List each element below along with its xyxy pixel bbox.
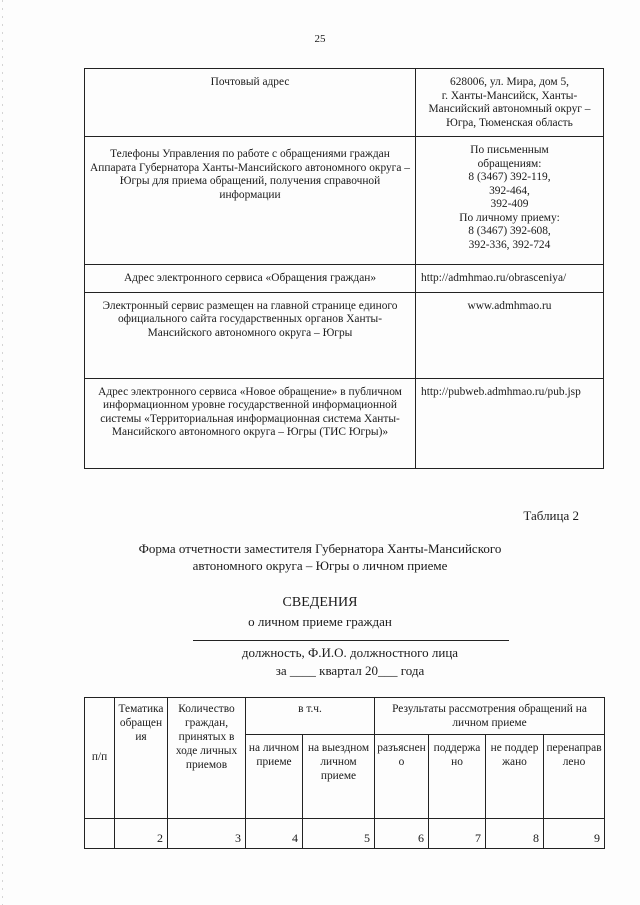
- table-header-row: [85, 698, 605, 735]
- header-including: в т.ч.: [246, 698, 375, 735]
- svedeniya-subheading: о личном приеме граждан: [248, 614, 392, 629]
- col-number-cell: 6: [375, 819, 429, 849]
- col-number-cell: 7: [429, 819, 486, 849]
- header-not-supported: не поддержано: [486, 735, 544, 819]
- page-number: 25: [314, 33, 326, 45]
- svedeniya-heading: СВЕДЕНИЯ: [282, 595, 358, 610]
- signature-blank-line: [193, 640, 509, 641]
- header-num: п/п: [85, 698, 115, 819]
- table-row: [85, 69, 604, 137]
- form-title: [0, 540, 640, 574]
- position-caption: должность, Ф.И.О. должностного лица: [241, 645, 459, 660]
- quarter-line: за ____ квартал 20___ года: [275, 663, 425, 678]
- table-row: [85, 137, 604, 265]
- label-phones: Телефоны Управления по работе с обращениями граждан Аппарата Губернатора Ханты-Мансийского автономного округа – Югры для приема обращений, получения справочной информации: [85, 137, 416, 265]
- value-appeals-service-url[interactable]: http://admhmao.ru/obrasceniya/: [416, 265, 604, 293]
- value-new-appeal-url[interactable]: http://pubweb.admhmao.ru/pub.jsp: [416, 378, 604, 468]
- col-number-cell: 4: [246, 819, 303, 849]
- header-results: Результаты рассмотрения обращений на личном приеме: [375, 698, 605, 735]
- report-form-table: [84, 697, 605, 849]
- scan-edge-artifact: [2, 0, 3, 905]
- label-appeals-service: Адрес электронного сервиса «Обращения граждан»: [85, 265, 416, 293]
- value-phones: По письменным обращениям: 8 (3467) 392-119, 392-464, 392-409 По личному приему: 8 (3467) 392-608, 392-336, 392-724: [416, 137, 604, 265]
- header-redirected: перенаправлено: [544, 735, 605, 819]
- header-explained: разъяснено: [375, 735, 429, 819]
- header-personal: на личном приеме: [246, 735, 303, 819]
- col-number-cell: 2: [115, 819, 168, 849]
- table-row: [85, 292, 604, 378]
- table-row: [85, 265, 604, 293]
- form-title-line-1: Форма отчетности заместителя Губернатора Ханты-Мансийского: [138, 541, 502, 556]
- col-number-cell: 8: [486, 819, 544, 849]
- value-postal-address: 628006, ул. Мира, дом 5, г. Ханты-Мансийск, Ханты- Мансийский автономный округ – Югра, Тюменская область: [416, 69, 604, 137]
- column-number-row: [85, 819, 605, 849]
- col-number-cell: [85, 819, 115, 849]
- header-topic: Тематика обращения: [115, 698, 168, 819]
- label-main-site: Электронный сервис размещен на главной странице единого официального сайта государственных органов Ханты-Мансийского автономного округа – Югры: [85, 292, 416, 378]
- col-number-cell: 3: [168, 819, 246, 849]
- table-row: [85, 378, 604, 468]
- table-caption: Таблица 2: [523, 508, 579, 523]
- col-number-cell: 9: [544, 819, 605, 849]
- label-postal-address: Почтовый адрес: [85, 69, 416, 137]
- header-supported: поддержано: [429, 735, 486, 819]
- col-number-cell: 5: [303, 819, 375, 849]
- header-count: Количество граждан, принятых в ходе личных приемов: [168, 698, 246, 819]
- value-main-site-url[interactable]: www.admhmao.ru: [416, 292, 604, 378]
- contact-info-table: [84, 68, 604, 469]
- form-title-line-2: автономного округа – Югры о личном приеме: [192, 558, 448, 573]
- header-field: на выездном личном приеме: [303, 735, 375, 819]
- label-new-appeal-service: Адрес электронного сервиса «Новое обращение» в публичном информационном уровне государственной информационной системы «Территориальная информационная система Ханты-Мансийского автономного округа – Югры (ТИС Югры)»: [85, 378, 416, 468]
